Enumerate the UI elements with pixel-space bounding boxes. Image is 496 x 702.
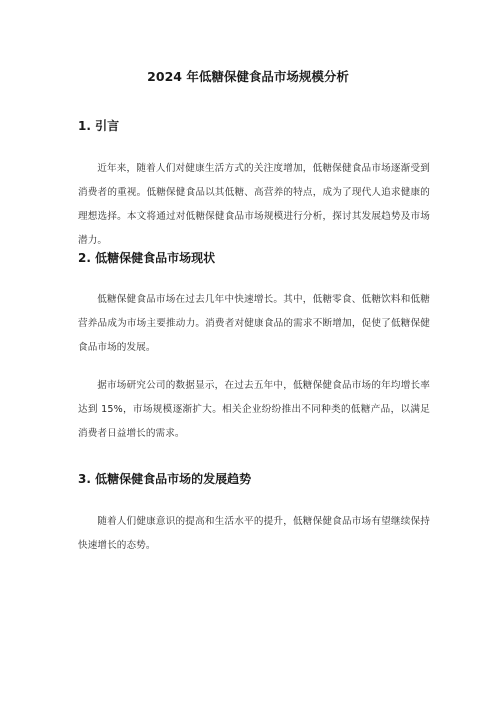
section-heading-introduction: 1. 引言: [78, 119, 120, 133]
paragraph-development-trends: 随着人们健康意识的提高和生活水平的提升，低糖保健食品市场有望继续保持快速增长的态势。: [78, 516, 430, 551]
paragraph-market-status-1: 低糖保健食品市场在过去几年中快速增长。其中，低糖零食、低糖饮料和低糖营养品成为市场主要推动力。消费者对健康食品的需求不断增加，促使了低糖保健食品市场的发展。: [78, 294, 430, 353]
document-title: 2024 年低糖保健食品市场规模分析: [147, 69, 349, 84]
section-heading-market-status: 2. 低糖保健食品市场现状: [78, 251, 216, 265]
section-heading-development-trends: 3. 低糖保健食品市场的发展趋势: [78, 472, 252, 486]
paragraph-market-status-2: 据市场研究公司的数据显示，在过去五年中，低糖保健食品市场的年均增长率达到 15%，市场规模逐渐扩大。相关企业纷纷推出不同种类的低糖产品，以满足消费者日益增长的需求。: [78, 380, 430, 439]
paragraph-introduction: 近年来，随着人们对健康生活方式的关注度增加，低糖保健食品市场逐渐受到消费者的重视。低糖保健食品以其低糖、高营养的特点，成为了现代人追求健康的理想选择。本文将通过对低糖保健食品市场规模进行分析，探讨其发展趋势及市场潜力。: [78, 163, 430, 246]
